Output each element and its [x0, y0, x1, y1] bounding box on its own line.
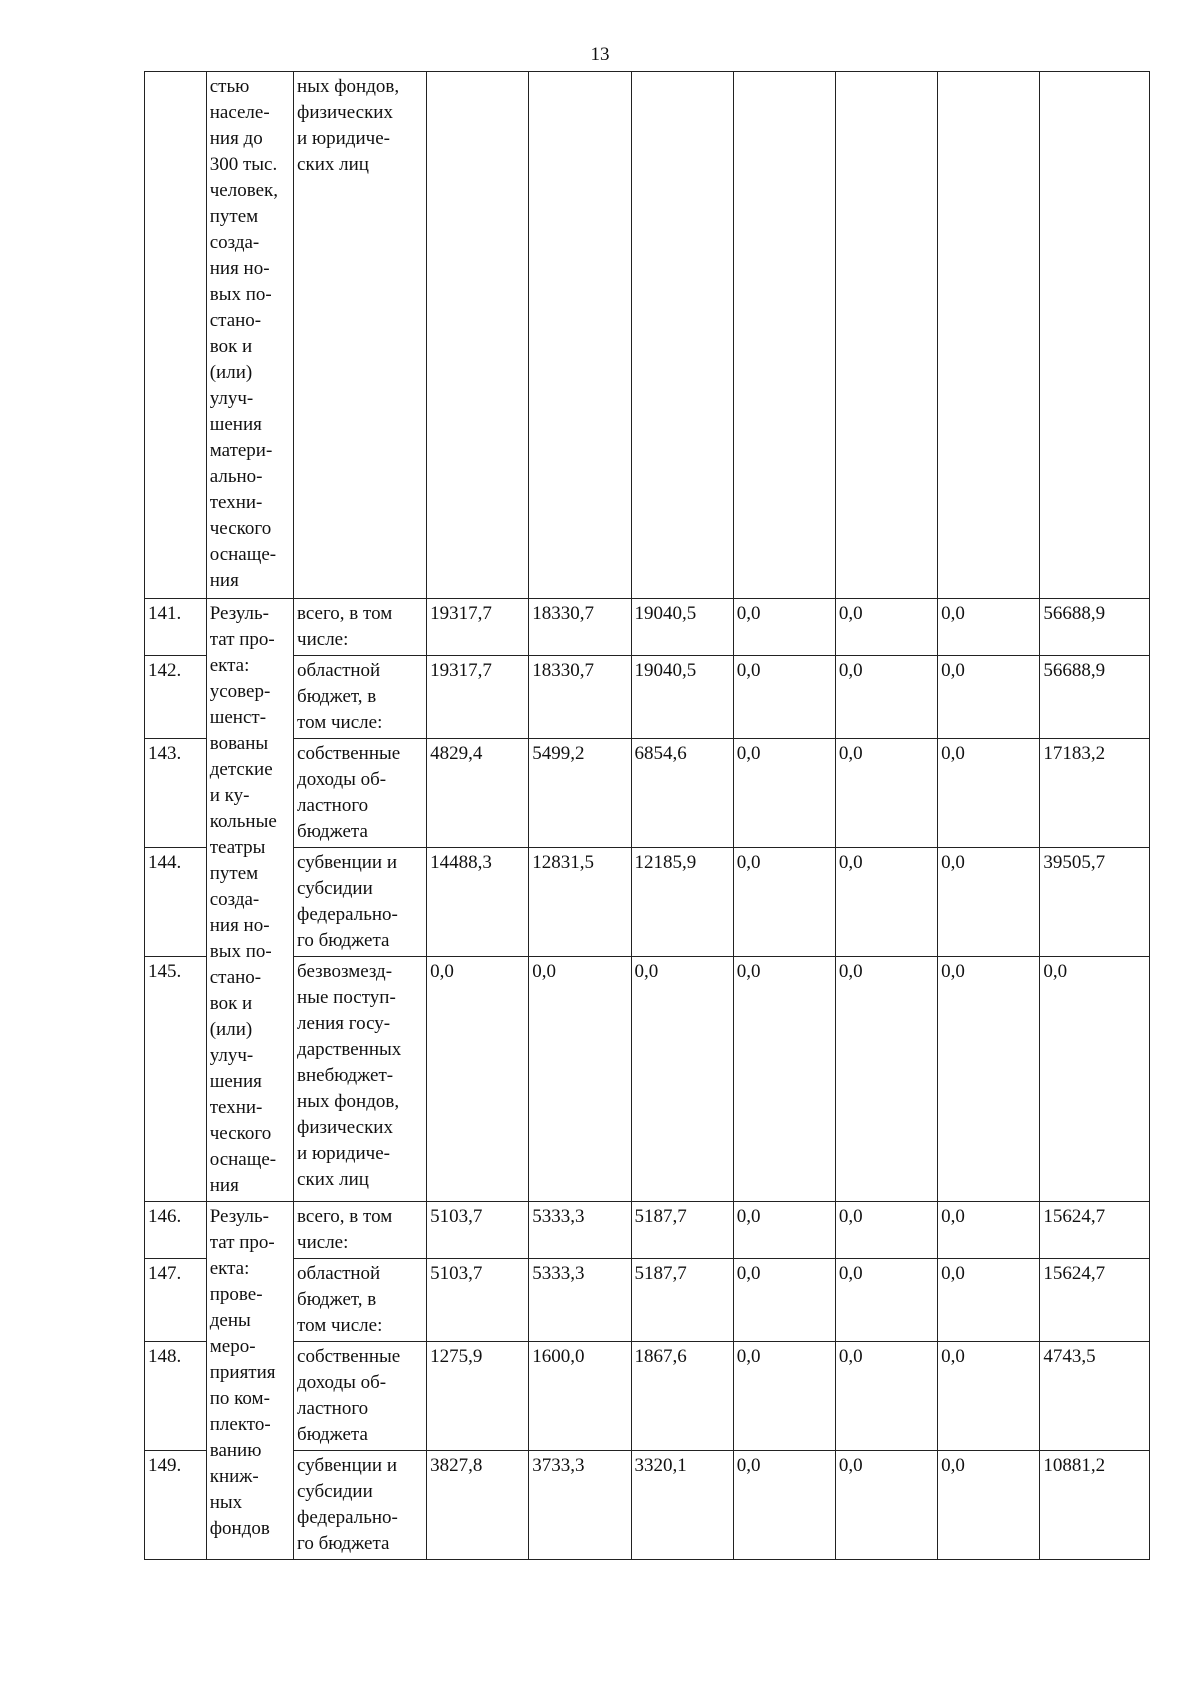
funding-source-cell: областной бюджет, в том числе:	[294, 656, 427, 739]
value-cell: 0,0	[835, 1202, 937, 1259]
value-cell: 0,0	[427, 957, 529, 1202]
value-cell: 5333,3	[529, 1202, 631, 1259]
value-cell: 0,0	[835, 1342, 937, 1451]
value-cell: 0,0	[835, 599, 937, 656]
value-cell: 18330,7	[529, 656, 631, 739]
table-row	[145, 957, 1150, 1202]
table-row	[145, 1259, 1150, 1342]
value-cell: 0,0	[938, 739, 1040, 848]
value-cell: 14488,3	[427, 848, 529, 957]
page-number: 13	[590, 44, 610, 65]
value-cell: 0,0	[938, 1202, 1040, 1259]
funding-source-cell: собственные доходы об- ластного бюджета	[294, 739, 427, 848]
value-cell: 0,0	[835, 1451, 937, 1560]
value-cell	[938, 72, 1040, 599]
table-row	[145, 72, 1150, 599]
value-cell	[427, 72, 529, 599]
value-cell: 0,0	[631, 957, 733, 1202]
value-cell: 10881,2	[1040, 1451, 1150, 1560]
value-cell: 0,0	[733, 848, 835, 957]
value-cell: 0,0	[733, 599, 835, 656]
row-number-cell: 149.	[145, 1451, 207, 1560]
value-cell: 19040,5	[631, 599, 733, 656]
value-cell: 0,0	[733, 656, 835, 739]
value-cell: 5333,3	[529, 1259, 631, 1342]
result-cell: Резуль- тат про- екта: усовер- шенст- вованы детские и ку- кольные театры путем созда- ния но- вых по- стано- вок и (или) улуч- шения техни- ческого оснаще- ния	[206, 599, 293, 1202]
value-cell: 56688,9	[1040, 656, 1150, 739]
value-cell: 0,0	[733, 739, 835, 848]
value-cell: 0,0	[733, 1259, 835, 1342]
result-cell: Резуль- тат про- екта: прове- дены меро- приятия по ком- плекто- ванию книж- ных фондов	[206, 1202, 293, 1560]
value-cell: 0,0	[835, 957, 937, 1202]
row-number-cell: 145.	[145, 957, 207, 1202]
value-cell: 39505,7	[1040, 848, 1150, 957]
value-cell: 0,0	[733, 957, 835, 1202]
value-cell: 1275,9	[427, 1342, 529, 1451]
value-cell: 5499,2	[529, 739, 631, 848]
row-number-cell: 146.	[145, 1202, 207, 1259]
funding-source-cell: безвозмезд- ные поступ- ления госу- дарственных внебюджет- ных фондов, физических и юридиче- ских лиц	[294, 957, 427, 1202]
value-cell: 0,0	[938, 848, 1040, 957]
table-row	[145, 848, 1150, 957]
value-cell: 5103,7	[427, 1259, 529, 1342]
value-cell: 0,0	[733, 1202, 835, 1259]
value-cell: 0,0	[938, 1259, 1040, 1342]
table-row	[145, 599, 1150, 656]
table-row	[145, 1342, 1150, 1451]
table-row	[145, 739, 1150, 848]
value-cell: 0,0	[938, 957, 1040, 1202]
value-cell: 18330,7	[529, 599, 631, 656]
budget-table	[144, 71, 1150, 1560]
value-cell	[835, 72, 937, 599]
value-cell: 19317,7	[427, 599, 529, 656]
value-cell: 0,0	[938, 1342, 1040, 1451]
value-cell: 19317,7	[427, 656, 529, 739]
value-cell	[733, 72, 835, 599]
funding-source-cell: собственные доходы об- ластного бюджета	[294, 1342, 427, 1451]
value-cell: 0,0	[835, 848, 937, 957]
row-number-cell: 143.	[145, 739, 207, 848]
value-cell: 6854,6	[631, 739, 733, 848]
value-cell: 1600,0	[529, 1342, 631, 1451]
value-cell: 5187,7	[631, 1202, 733, 1259]
value-cell: 1867,6	[631, 1342, 733, 1451]
value-cell: 0,0	[529, 957, 631, 1202]
table-row	[145, 1451, 1150, 1560]
value-cell: 0,0	[835, 739, 937, 848]
funding-source-cell: субвенции и субсидии федерально- го бюджета	[294, 848, 427, 957]
value-cell: 3320,1	[631, 1451, 733, 1560]
value-cell	[631, 72, 733, 599]
row-number-cell: 142.	[145, 656, 207, 739]
value-cell	[1040, 72, 1150, 599]
row-number-cell: 144.	[145, 848, 207, 957]
funding-source-cell: всего, в том числе:	[294, 1202, 427, 1259]
row-number-cell	[145, 72, 207, 599]
value-cell: 0,0	[1040, 957, 1150, 1202]
table-row	[145, 656, 1150, 739]
result-cell: стью населе- ния до 300 тыс. человек, путем созда- ния но- вых по- стано- вок и (или) улуч- шения матери- ально- техни- ческого оснаще- ния	[206, 72, 293, 599]
row-number-cell: 148.	[145, 1342, 207, 1451]
value-cell: 5103,7	[427, 1202, 529, 1259]
value-cell: 19040,5	[631, 656, 733, 739]
value-cell: 12185,9	[631, 848, 733, 957]
value-cell: 0,0	[835, 656, 937, 739]
value-cell: 5187,7	[631, 1259, 733, 1342]
value-cell: 0,0	[733, 1342, 835, 1451]
value-cell: 0,0	[938, 599, 1040, 656]
table-row	[145, 1202, 1150, 1259]
value-cell: 0,0	[938, 1451, 1040, 1560]
value-cell: 3827,8	[427, 1451, 529, 1560]
value-cell: 4829,4	[427, 739, 529, 848]
value-cell: 15624,7	[1040, 1202, 1150, 1259]
value-cell: 15624,7	[1040, 1259, 1150, 1342]
value-cell: 56688,9	[1040, 599, 1150, 656]
value-cell	[529, 72, 631, 599]
funding-source-cell: всего, в том числе:	[294, 599, 427, 656]
funding-source-cell: субвенции и субсидии федерально- го бюджета	[294, 1451, 427, 1560]
value-cell: 0,0	[835, 1259, 937, 1342]
funding-source-cell: ных фондов, физических и юридиче- ских лиц	[294, 72, 427, 599]
value-cell: 0,0	[938, 656, 1040, 739]
value-cell: 3733,3	[529, 1451, 631, 1560]
value-cell: 4743,5	[1040, 1342, 1150, 1451]
value-cell: 17183,2	[1040, 739, 1150, 848]
row-number-cell: 141.	[145, 599, 207, 656]
row-number-cell: 147.	[145, 1259, 207, 1342]
funding-source-cell: областной бюджет, в том числе:	[294, 1259, 427, 1342]
value-cell: 12831,5	[529, 848, 631, 957]
value-cell: 0,0	[733, 1451, 835, 1560]
